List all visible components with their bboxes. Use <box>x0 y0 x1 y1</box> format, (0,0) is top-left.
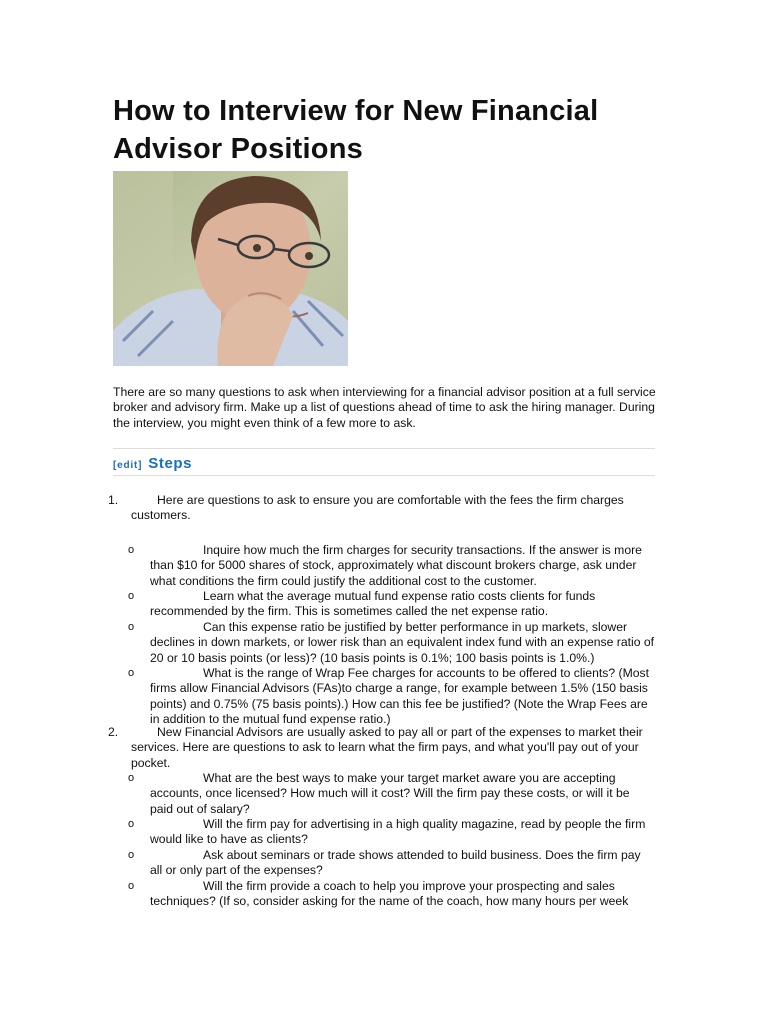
bullet-marker: o <box>128 544 135 556</box>
section-divider-bottom <box>113 475 655 476</box>
page-title: How to Interview for New Financial Advisor Positions <box>113 95 599 165</box>
step-text: Here are questions to ask to ensure you are comfortable with the fees the firm charges customers. <box>131 493 624 523</box>
bullet-marker: o <box>128 667 135 679</box>
section-divider-top <box>113 448 655 449</box>
sub-item-text: Will the firm provide a coach to help you improve your prospecting and sales techniques? (If so, consider asking for the name of the coach, how many hours per week <box>150 879 629 909</box>
sub-item-text: Learn what the average mutual fund expense ratio costs clients for funds recommended by the firm. This is sometimes called the net expense ratio. <box>150 589 596 619</box>
step-number: 2. <box>108 725 119 739</box>
step-number: 1. <box>108 493 119 507</box>
edit-link[interactable]: [edit] <box>113 460 143 471</box>
sub-item-text: Inquire how much the firm charges for security transactions. If the answer is more than $10 for 5000 shares of stock, approximately what discount brokers charge, ask under what conditions the firm could justify the additional cost to the customer. <box>150 543 642 588</box>
bullet-marker: o <box>128 772 135 784</box>
sub-item-text: Can this expense ratio be justified by better performance in up markets, slower declines in down markets, or lower risk than an equivalent index fund with an expense ratio of 20 or 10 basis points (or less)? (10 basis points is 0.1%; 100 basis points is 1.0%.) <box>150 620 655 665</box>
bullet-marker: o <box>128 880 135 892</box>
intro-paragraph: There are so many questions to ask when interviewing for a financial advisor position at a full service broker and advisory firm. Make up a list of questions ahead of time to ask the hiring manager. During the interview, you might even think of a few more to ask. <box>113 385 656 430</box>
sub-item-text: What is the range of Wrap Fee charges for accounts to be offered to clients? (Most firms allow Financial Advisors (FAs)to charge a range, for example between 1.5% (150 basis points) and 0.75% (75 basis points).) How can this fee be justified? (Note the Wrap Fees are in addition to the mutual fund expense ratio.) <box>150 666 649 727</box>
bullet-marker: o <box>128 590 135 602</box>
author-photo <box>113 171 348 366</box>
bullet-marker: o <box>128 818 135 830</box>
sub-item-text: What are the best ways to make your target market aware you are accepting accounts, once licensed? How much will it cost? Will the firm pay these costs, or will it be paid out of salary? <box>150 771 630 816</box>
bullet-marker: o <box>128 849 135 861</box>
steps-heading-label: Steps <box>148 455 193 472</box>
bullet-marker: o <box>128 621 135 633</box>
sub-item-text: Ask about seminars or trade shows attended to build business. Does the firm pay all or only part of the expenses? <box>150 848 641 878</box>
sub-item-text: Will the firm pay for advertising in a high quality magazine, read by people the firm would like to have as clients? <box>150 817 646 847</box>
step-text: New Financial Advisors are usually asked to pay all or part of the expenses to market their services. Here are questions to ask to learn what the firm pays, and what you'll pay out of your pocket. <box>131 725 643 770</box>
steps-heading <box>113 455 192 472</box>
